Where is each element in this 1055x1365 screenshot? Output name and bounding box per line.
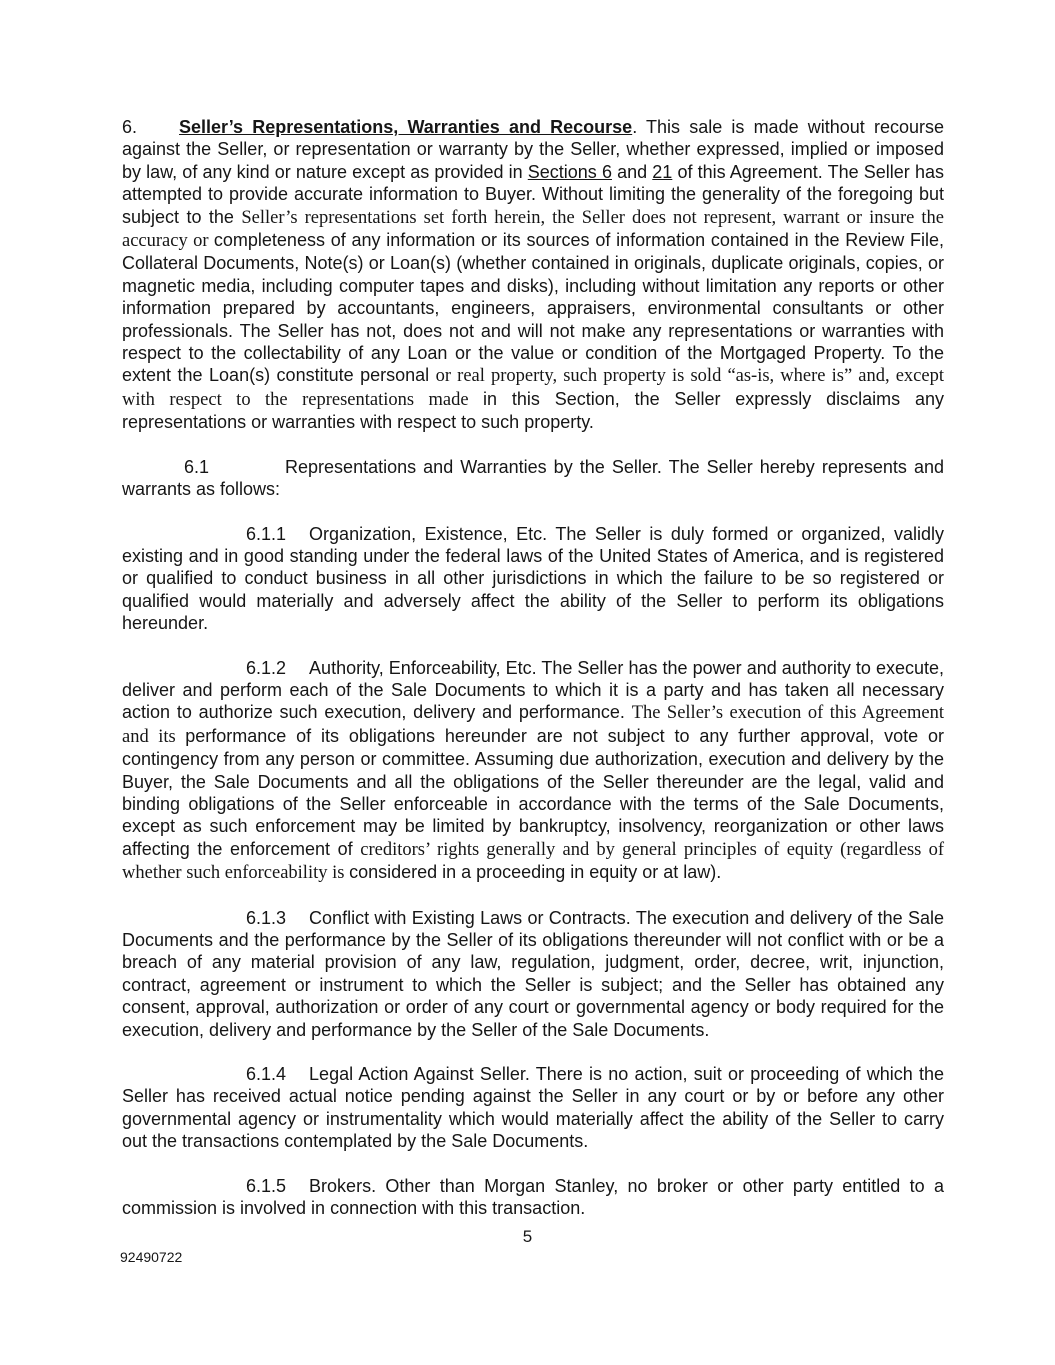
section-number: 6.1.5: [246, 1175, 287, 1196]
section-6-1-heading: Representations and Warranties by the Seller: [285, 456, 657, 477]
body-text-serif: Seller’s representations set forth herein, the Seller does not represent, warrant or insure the accuracy or: [122, 207, 944, 252]
cross-reference-sections-6: Sections 6: [527, 161, 612, 182]
body-text-serif: The Seller’s execution of this Agreement and its: [122, 703, 945, 747]
section-6-1-2: [122, 657, 944, 885]
section-6-1-1: [122, 523, 944, 635]
section-number: 6.: [122, 117, 138, 137]
body-text: The execution and delivery of the Sale Documents and the performance by the Seller of its obligations thereunder will not conflict with or be a breach of any material provision of any law, regulation, judgment, order, decree, writ, injunction, contract, agreement or instrument to which the Seller is subject; and the Seller has obtained any consent, approval, authorization or order of any court or governmental agency or body required for the execution, delivery and performance by the Seller of the Sale Documents.: [122, 907, 944, 1040]
body-text: . This sale is made without recourse against the Seller, or representation or warranty by the Seller, whether expressed, implied or imposed by law, of any kind or nature except as provided in: [122, 117, 944, 182]
page-number: 5: [522, 1227, 533, 1246]
section-number: 6.1.3: [246, 907, 287, 928]
section-number: 6.1: [184, 456, 210, 477]
section-6-1-2-heading: Authority, Enforceability, Etc.: [309, 657, 537, 678]
section-6-1: [122, 456, 944, 501]
section-6-1-3: [122, 907, 944, 1041]
body-text: of this Agreement. The Seller has attempted to provide accurate information to Buyer. Without limiting the generality of the foregoing but subject to the: [122, 161, 944, 227]
body-text: There is no action, suit or proceeding of which the Seller has received actual notice pending against the Seller in any court or by or before any other governmental agency or instrumentality which would materially affect the ability of the Seller to carry out the transactions contemplated by the Sale Documents.: [122, 1064, 944, 1152]
body-text: . The Seller hereby represents and warrants as follows:: [122, 456, 944, 500]
section-6-1-5: [122, 1175, 944, 1220]
body-text-serif: creditors’ rights generally and by general principles of equity (regardless of whether such enforceability is: [122, 839, 944, 884]
cross-reference-21: 21: [652, 161, 673, 182]
body-text: performance of its obligations hereunder are not subject to any further approval, vote or contingency from any person or committee. Assuming due authorization, execution and delivery by the Buyer, the Sale Documents and all the obligations of the Seller thereunder are the legal, valid and binding obligations of the Seller enforceable in accordance with the terms of the Sale Documents, except as such enforcement may be limited by bankruptcy, insolvency, reorganization or other laws affecting the enforcement of: [122, 725, 944, 859]
section-6-1-4-heading: Legal Action Against Seller.: [309, 1064, 530, 1085]
section-6-1-1-heading: Organization, Existence, Etc.: [309, 523, 548, 544]
section-number: 6.1.4: [246, 1064, 287, 1085]
section-6-1-3-heading: Conflict with Existing Laws or Contracts.: [309, 907, 631, 928]
body-text: The Seller has the power and authority to execute, deliver and perform each of the Sale Documents to which it is a party and has taken all necessary action to authorize such execution, delivery and performance.: [122, 657, 944, 723]
body-text: and: [611, 161, 653, 182]
section-number: 6.1.1: [246, 523, 287, 544]
document-body: [122, 116, 944, 1241]
body-text-serif: or real property, such property is sold “as-is, where is” and, except with respect to the representations made: [122, 366, 944, 410]
body-text: Other than Morgan Stanley, no broker or other party entitled to a commission is involved in connection with this transaction.: [122, 1175, 944, 1219]
body-text: in this Section, the Seller expressly disclaims any representations or warranties with respect to such property.: [122, 388, 944, 433]
section-number: 6.1.2: [246, 657, 287, 678]
section-6-1-5-heading: Brokers.: [309, 1175, 377, 1196]
document-control-number: 92490722: [120, 1249, 183, 1265]
body-text: considered in a proceeding in equity or at law).: [349, 862, 722, 883]
body-text: completeness of any information or its sources of information contained in the Review File, Collateral Documents, Note(s) or Loan(s) (whether contained in originals, duplicate originals, copies, or magnetic media, including computer tapes and disks), including without limitation any reports or other information prepared by accountants, engineers, appraisers, environmental consultants or other professionals. The Seller has not, does not and will not make any representations or warranties with respect to the collectability of any Loan or the value or condition of the Mortgaged Property. To the extent the Loan(s) constitute personal: [122, 230, 944, 386]
section-6: [122, 116, 944, 434]
section-6-heading: Seller’s Representations, Warranties and Recourse: [179, 117, 633, 137]
body-text: The Seller is duly formed or organized, validly existing and in good standing under the federal laws of the United States of America, and is registered or qualified to conduct business in all other jurisdictions in which the failure to be so registered or qualified would materially and adversely affect the ability of the Seller to perform its obligations hereunder.: [122, 523, 944, 634]
section-6-1-4: [122, 1063, 944, 1153]
